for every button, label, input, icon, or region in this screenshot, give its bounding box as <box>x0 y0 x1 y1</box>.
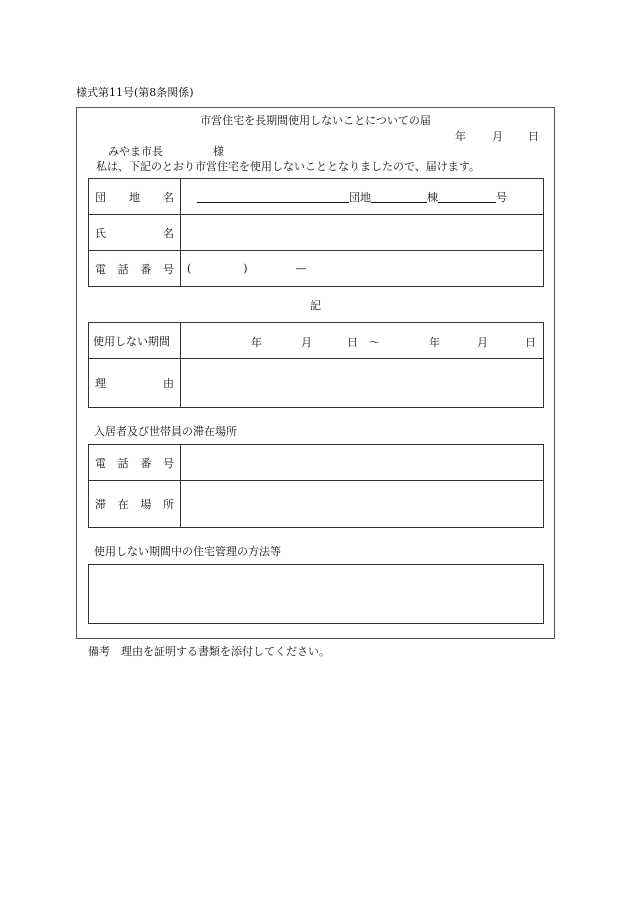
table-row <box>89 359 544 408</box>
period-end-year: 年 <box>429 336 440 349</box>
room-number-line <box>438 190 496 203</box>
table-row <box>89 445 544 481</box>
ki-label: 記 <box>310 299 321 312</box>
table-row <box>89 481 544 528</box>
estate-field[interactable] <box>181 179 544 215</box>
table-row <box>89 179 544 215</box>
form-number: 様式第11号(第8条関係) <box>76 86 194 99</box>
period-end-month: 月 <box>477 336 488 349</box>
residence-table <box>88 444 544 528</box>
table-row <box>89 251 544 287</box>
phone-open-paren: ( <box>187 262 192 275</box>
building-line <box>371 190 427 203</box>
period-start-year: 年 <box>251 336 262 349</box>
date-year-label: 年 <box>455 130 466 143</box>
date-month-label: 月 <box>492 130 503 143</box>
addressee-name: みやま市長 <box>108 145 163 158</box>
phone-close-paren: ) <box>243 262 248 275</box>
residence-heading: 入居者及び世帯員の滞在場所 <box>94 425 237 438</box>
phone-field[interactable] <box>181 251 544 287</box>
form-title: 市営住宅を長期間使用しないことについての届 <box>200 114 431 127</box>
period-field[interactable] <box>181 323 544 359</box>
estate-suffix: 団地 <box>349 190 371 204</box>
applicant-table <box>88 178 544 287</box>
residence-place-field[interactable] <box>181 481 544 528</box>
period-tilde: ～ <box>369 336 380 349</box>
table-row <box>89 215 544 251</box>
period-end-day: 日 <box>525 336 536 349</box>
note-text: 備考 理由を証明する書類を添付してください。 <box>88 645 330 658</box>
name-label: 氏 名 <box>89 215 181 251</box>
management-heading: 使用しない期間中の住宅管理の方法等 <box>94 545 281 558</box>
table-row <box>89 323 544 359</box>
name-field[interactable] <box>181 215 544 251</box>
building-suffix: 棟 <box>427 190 438 204</box>
addressee-honorific: 様 <box>213 145 224 158</box>
period-table <box>88 322 544 408</box>
phone-dash: — <box>295 262 307 275</box>
period-start-month: 月 <box>301 336 312 349</box>
reason-label: 理 由 <box>89 359 181 408</box>
number-suffix: 号 <box>496 190 507 204</box>
period-label: 使用しない期間 <box>89 323 181 359</box>
date-day-label: 日 <box>528 130 539 143</box>
reason-field[interactable] <box>181 359 544 408</box>
residence-phone-label: 電 話 番 号 <box>89 445 181 481</box>
period-start-day: 日 <box>347 336 358 349</box>
estate-name-line <box>197 190 349 203</box>
residence-phone-field[interactable] <box>181 445 544 481</box>
intro-text: 私は、下記のとおり市営住宅を使用しないこととなりましたので、届けます。 <box>96 160 480 173</box>
phone-label: 電 話 番 号 <box>89 251 181 287</box>
management-field[interactable] <box>88 564 544 624</box>
residence-place-label: 滞 在 場 所 <box>89 481 181 528</box>
estate-label: 団 地 名 <box>89 179 181 215</box>
